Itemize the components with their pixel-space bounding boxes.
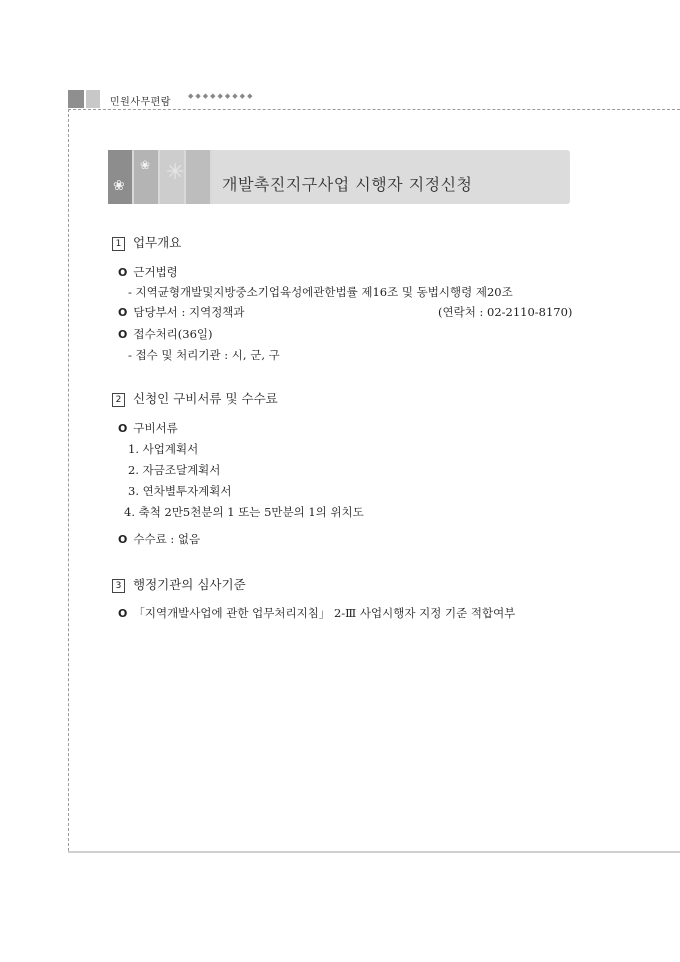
banner-square-4 (186, 150, 210, 204)
basis-text: - 지역균형개발및지방중소기업육성에관한법률 제16조 및 동법시행령 제20조 (128, 285, 513, 299)
circle-bullet-icon: O (118, 266, 128, 279)
circle-bullet-icon: O (118, 607, 128, 620)
asterisk-flower-icon: ✳ (166, 160, 185, 185)
circle-bullet-icon: O (118, 306, 128, 319)
process-text: - 접수 및 처리기관 : 시, 군, 구 (128, 348, 280, 362)
header-bar-dark (68, 90, 84, 108)
flower-icon: ❀ (140, 158, 151, 172)
section-heading-1 (112, 233, 181, 251)
left-dashed-rule (68, 109, 69, 851)
header-dots: ◆◆◆◆◆◆◆◆◆ (188, 92, 255, 100)
list-item: O 근거법령 (118, 265, 178, 279)
dept-contact: (연락처 : 02-2110-8170) (438, 305, 573, 319)
top-dashed-rule (68, 109, 680, 110)
circle-bullet-icon: O (118, 533, 128, 546)
flower-icon: ❀ (113, 178, 125, 194)
circle-bullet-icon: O (118, 328, 128, 341)
doc-item: 3. 연차별투자계획서 (128, 484, 232, 498)
doc-item: 4. 축척 2만5천분의 1 또는 5만분의 1의 위치도 (124, 505, 364, 519)
section-heading-2 (112, 389, 278, 407)
section-number: 3 (112, 579, 125, 593)
section-title: 신청인 구비서류 및 수수료 (133, 391, 278, 406)
circle-bullet-icon: O (118, 422, 128, 435)
header-title: 민원사무편람 (110, 97, 171, 108)
doc-item: 1. 사업계획서 (128, 442, 199, 456)
list-item: O 접수처리(36일) (118, 327, 213, 341)
banner-square-1 (108, 150, 132, 204)
section-number: 2 (112, 393, 125, 407)
section-title: 업무개요 (133, 235, 182, 250)
page-title: 개발촉진지구사업 시행자 지정신청 (222, 175, 473, 194)
section-number: 1 (112, 237, 125, 251)
bottom-rule (68, 851, 680, 853)
section-heading-3 (112, 575, 246, 593)
list-item: O 구비서류 (118, 421, 178, 435)
list-item: O 담당부서 : 지역정책과 (118, 305, 245, 319)
list-item: O 수수료 : 없음 (118, 532, 201, 546)
doc-item: 2. 자금조달계획서 (128, 463, 221, 477)
section-title: 행정기관의 심사기준 (133, 577, 246, 592)
list-item: O 「지역개발사업에 관한 업무처리지침」 2-Ⅲ 사업시행자 지정 기준 적합여부 (118, 606, 516, 620)
header-bar-light (86, 90, 100, 108)
